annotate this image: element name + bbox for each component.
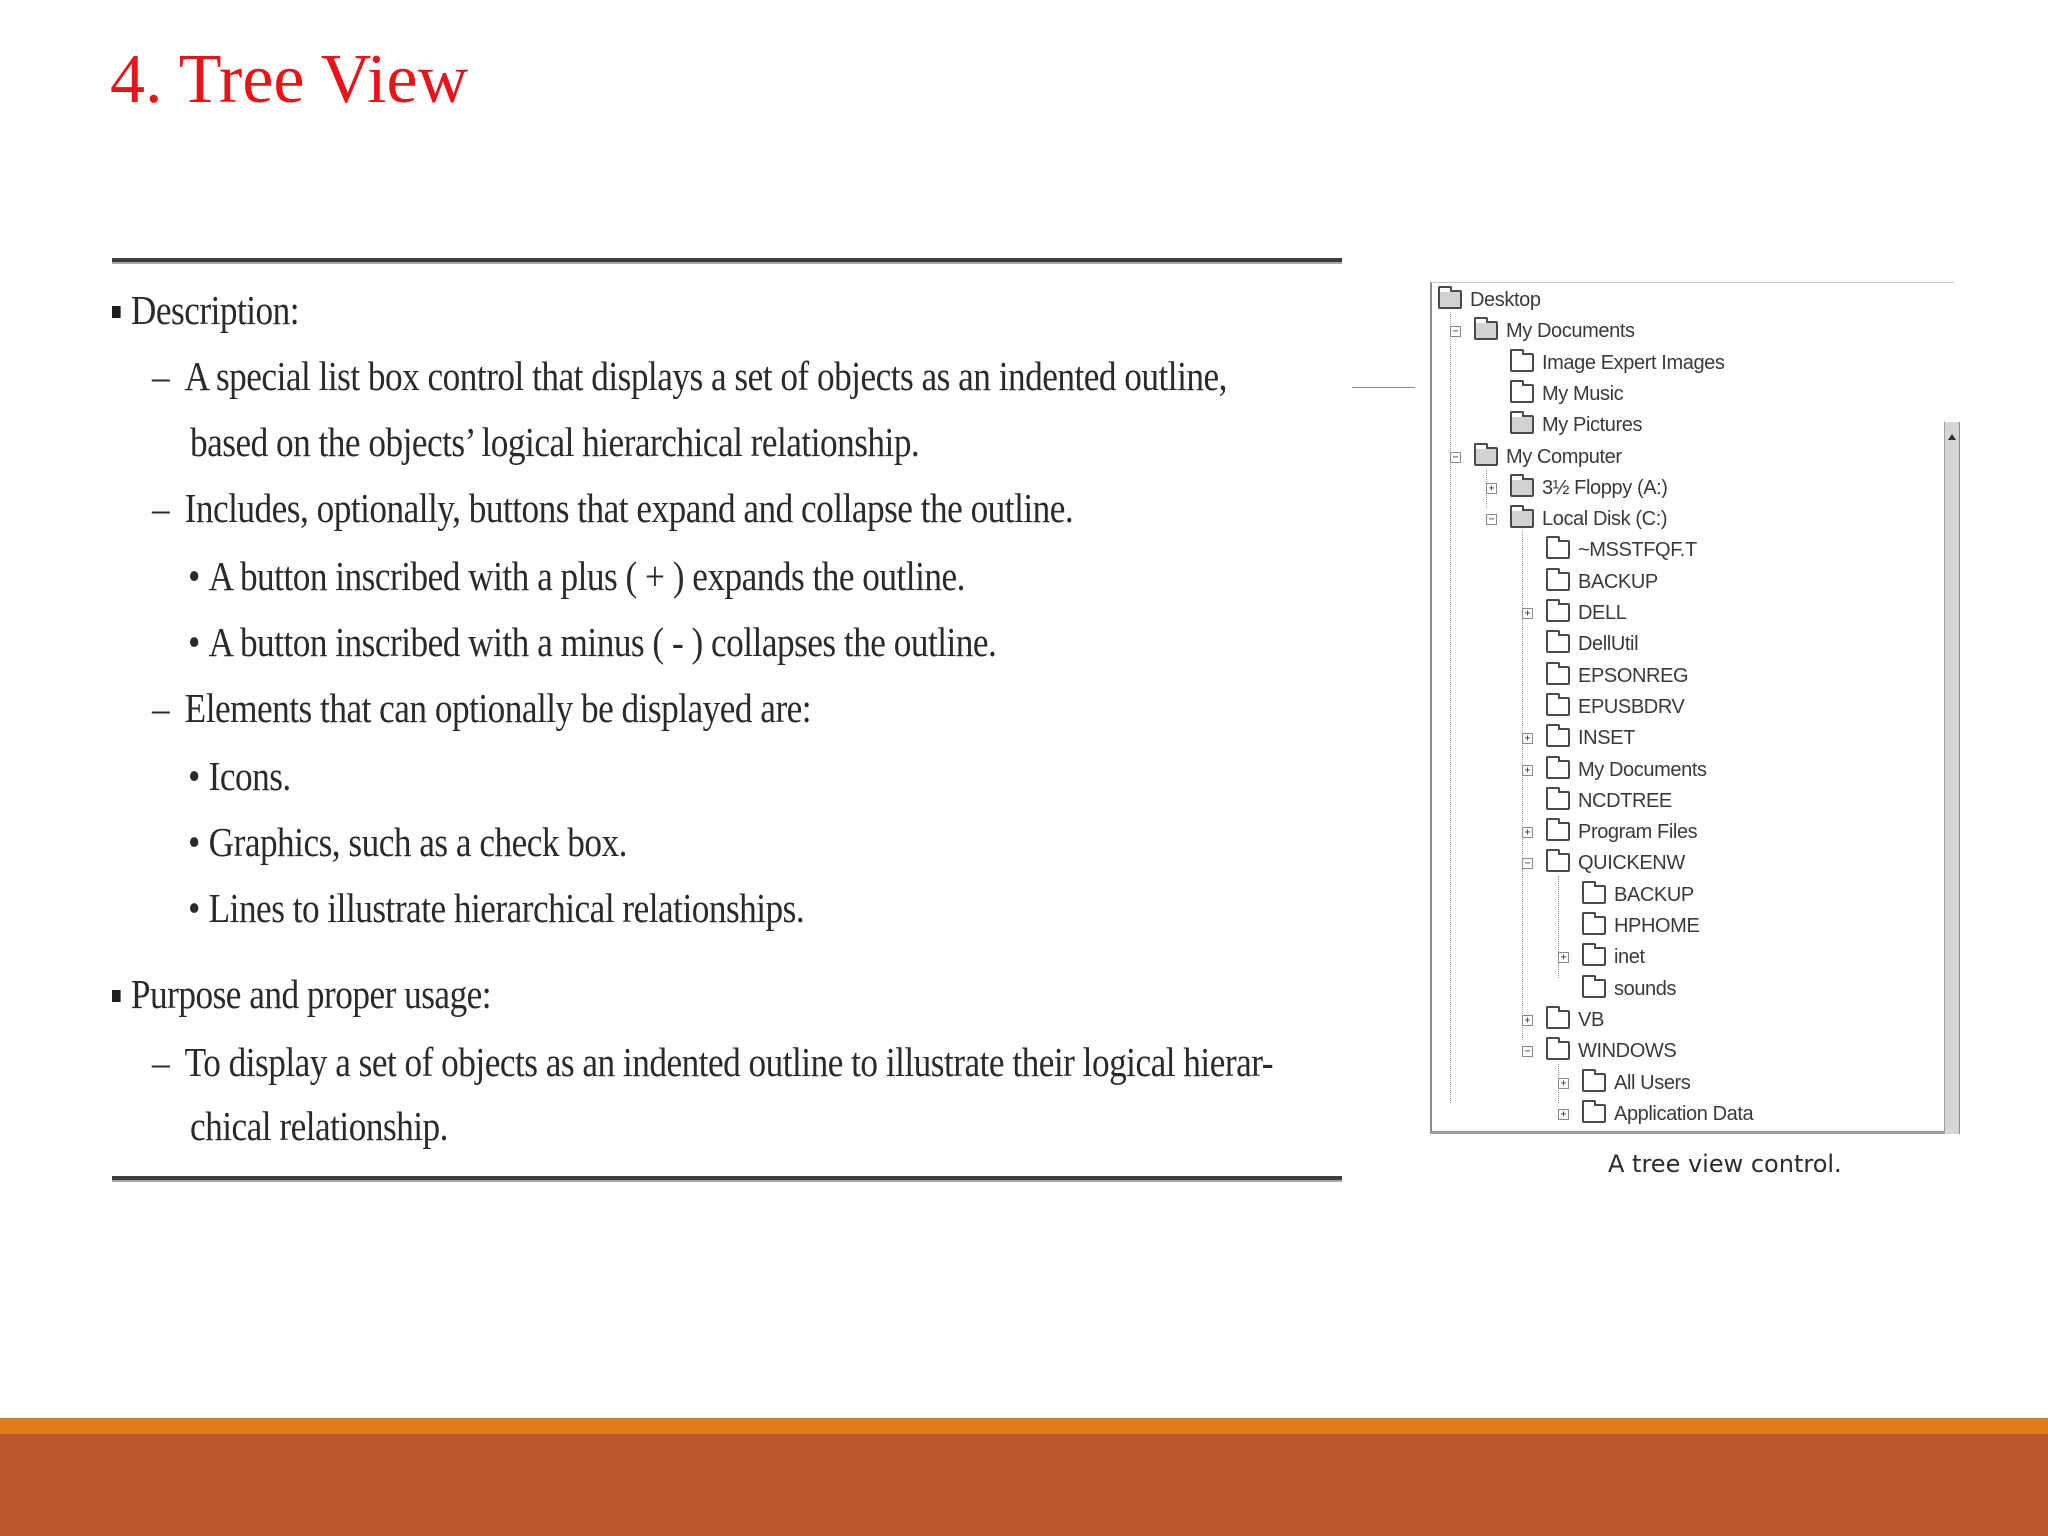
tree-node-label: My Documents bbox=[1506, 320, 1635, 343]
description-box bbox=[112, 258, 1342, 1186]
dot-bullet: • bbox=[188, 553, 200, 599]
expand-plus-icon[interactable]: + bbox=[1522, 733, 1533, 744]
figure-connector-line bbox=[1352, 387, 1415, 388]
folder-icon bbox=[1546, 666, 1570, 685]
tree-node-label: My Documents bbox=[1578, 758, 1707, 781]
tree-node-label: EPSONREG bbox=[1578, 664, 1689, 687]
tree-node-label: 3½ Floppy (A:) bbox=[1542, 476, 1668, 499]
top-rule bbox=[112, 258, 1342, 264]
description-subitem: • A button inscribed with a plus ( + ) expands the outline. bbox=[188, 550, 965, 602]
tree-node-label: All Users bbox=[1614, 1071, 1691, 1094]
folder-icon bbox=[1546, 697, 1570, 716]
folder-icon bbox=[1582, 1104, 1606, 1123]
dot-bullet: • bbox=[188, 753, 200, 799]
expand-plus-icon[interactable]: + bbox=[1486, 483, 1497, 494]
folder-icon bbox=[1510, 353, 1534, 372]
description-subitem: • A button inscribed with a minus ( - ) collapses the outline. bbox=[188, 616, 996, 668]
tree-scrollbar[interactable] bbox=[1944, 422, 1960, 1134]
expand-plus-icon[interactable]: + bbox=[1558, 1109, 1569, 1120]
collapse-minus-icon[interactable]: − bbox=[1450, 452, 1461, 463]
tree-node-label: My Music bbox=[1542, 382, 1624, 405]
purpose-item: – To display a set of objects as an indented outline to illustrate their logical hierar- bbox=[152, 1036, 1273, 1088]
tree-node-label: DELL bbox=[1578, 602, 1627, 624]
dot-bullet: • bbox=[188, 819, 200, 865]
tree-node-label: EPUSBDRV bbox=[1578, 695, 1685, 718]
description-item: – Includes, optionally, buttons that expand and collapse the outline. bbox=[152, 482, 1073, 534]
tree-node-label: WINDOWS bbox=[1578, 1040, 1677, 1063]
square-bullet-icon bbox=[112, 306, 121, 318]
tree-node-label: INSET bbox=[1578, 727, 1635, 750]
figure-caption: A tree view control. bbox=[1608, 1150, 1842, 1178]
folder-icon bbox=[1546, 1041, 1570, 1060]
bottom-rule bbox=[112, 1176, 1342, 1182]
collapse-minus-icon[interactable]: − bbox=[1486, 514, 1497, 525]
tree-node-label: Desktop bbox=[1470, 289, 1541, 311]
description-item: – A special list box control that displays a set of objects as an indented outline, bbox=[152, 350, 1227, 402]
description-item-continued: based on the objects’ logical hierarchical relationship. bbox=[190, 419, 920, 465]
tree-node-label: My Pictures bbox=[1542, 414, 1643, 437]
tree-node-label: NCDTREE bbox=[1578, 789, 1672, 812]
description-item: – Elements that can optionally be displayed are: bbox=[152, 682, 811, 734]
tree-node-label: My Computer bbox=[1506, 445, 1622, 468]
tree-node-label: DellUtil bbox=[1578, 633, 1639, 656]
folder-icon bbox=[1582, 979, 1606, 998]
folder-icon bbox=[1582, 947, 1606, 966]
description-subitem: • Graphics, such as a check box. bbox=[188, 816, 627, 868]
collapse-minus-icon[interactable]: − bbox=[1522, 858, 1533, 869]
tree-node-label: Program Files bbox=[1578, 821, 1698, 844]
tree-node-label: Local Disk (C:) bbox=[1542, 508, 1668, 531]
tree-node-label: sounds bbox=[1614, 977, 1677, 1000]
folder-icon bbox=[1546, 853, 1570, 872]
folder-icon bbox=[1474, 321, 1498, 340]
dash-bullet: – bbox=[152, 353, 170, 399]
tree-node-label: ~MSSTFQF.T bbox=[1578, 539, 1697, 562]
folder-icon bbox=[1438, 290, 1462, 309]
folder-icon bbox=[1582, 1073, 1606, 1092]
expand-plus-icon[interactable]: + bbox=[1522, 827, 1533, 838]
tree-node-label: inet bbox=[1614, 946, 1645, 969]
dot-bullet: • bbox=[188, 619, 200, 665]
scroll-up-arrow-icon[interactable] bbox=[1948, 434, 1956, 440]
slide-title: 4. Tree View bbox=[110, 41, 469, 118]
collapse-minus-icon[interactable]: − bbox=[1450, 326, 1461, 337]
tree-node-label: VB bbox=[1578, 1008, 1604, 1031]
folder-icon bbox=[1510, 509, 1534, 528]
folder-icon bbox=[1546, 603, 1570, 622]
description-subitem: • Icons. bbox=[188, 750, 291, 802]
dash-bullet: – bbox=[152, 485, 170, 531]
folder-icon bbox=[1474, 447, 1498, 466]
footer-accent-stripe bbox=[0, 1418, 2048, 1434]
expand-plus-icon[interactable]: + bbox=[1522, 1015, 1533, 1026]
tree-view-control[interactable] bbox=[1430, 282, 1954, 1134]
tree-node-label: BACKUP bbox=[1578, 570, 1658, 593]
expand-plus-icon[interactable]: + bbox=[1558, 952, 1569, 963]
expand-plus-icon[interactable]: + bbox=[1522, 608, 1533, 619]
expand-plus-icon[interactable]: + bbox=[1522, 765, 1533, 776]
tree-guide-line bbox=[1450, 312, 1451, 1103]
purpose-item-continued: chical relationship. bbox=[190, 1103, 448, 1149]
folder-icon bbox=[1546, 540, 1570, 559]
folder-icon bbox=[1510, 478, 1534, 497]
folder-icon bbox=[1546, 572, 1570, 591]
folder-icon bbox=[1546, 822, 1570, 841]
folder-icon bbox=[1510, 415, 1534, 434]
dot-bullet: • bbox=[188, 885, 200, 931]
folder-icon bbox=[1546, 791, 1570, 810]
square-bullet-icon bbox=[112, 990, 121, 1002]
tree-node-label: Application Data bbox=[1614, 1102, 1754, 1125]
folder-icon bbox=[1546, 634, 1570, 653]
dash-bullet: – bbox=[152, 685, 170, 731]
collapse-minus-icon[interactable]: − bbox=[1522, 1046, 1533, 1057]
tree-node-label: HPHOME bbox=[1614, 915, 1700, 937]
description-subitem: • Lines to illustrate hierarchical relationships. bbox=[188, 882, 804, 934]
expand-plus-icon[interactable]: + bbox=[1558, 1078, 1569, 1089]
folder-icon bbox=[1582, 916, 1606, 935]
folder-icon bbox=[1546, 1010, 1570, 1029]
footer-band bbox=[0, 1434, 2048, 1536]
folder-icon bbox=[1546, 728, 1570, 747]
tree-node-label: QUICKENW bbox=[1578, 852, 1685, 875]
purpose-heading: Purpose and proper usage: bbox=[112, 968, 491, 1020]
dash-bullet: – bbox=[152, 1039, 170, 1085]
description-heading: Description: bbox=[112, 284, 299, 336]
tree-node-label: Image Expert Images bbox=[1542, 351, 1725, 374]
folder-icon bbox=[1510, 384, 1534, 403]
folder-icon bbox=[1582, 885, 1606, 904]
folder-icon bbox=[1546, 760, 1570, 779]
tree-node-label: BACKUP bbox=[1614, 883, 1694, 906]
